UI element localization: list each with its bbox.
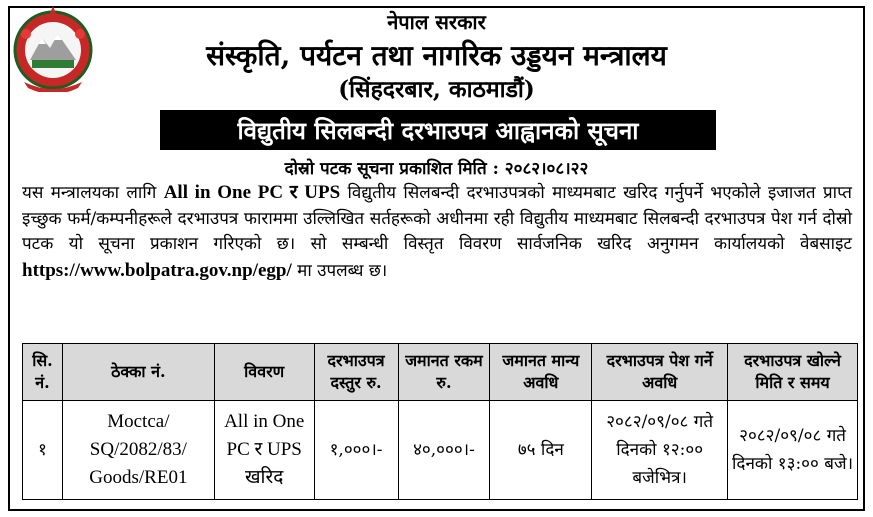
- col-submission: दरभाउपत्र पेश गर्ने अवधि: [592, 344, 728, 401]
- col-opening: दरभाउपत्र खोल्ने मिति र समय: [728, 344, 858, 401]
- government-name: नेपाल सरकार: [387, 10, 486, 34]
- notice-body: [22, 180, 852, 284]
- col-contract-no: ठेक्का नं.: [62, 344, 214, 401]
- website-link[interactable]: https://www.bolpatra.gov.np/egp/: [22, 259, 292, 281]
- body-text-1: यस मन्त्रालयका लागि: [22, 183, 164, 203]
- col-fee: दरभाउपत्र दस्तुर रु.: [314, 344, 398, 401]
- cell-contract-no: Moctca/ SQ/2082/83/ Goods/RE01: [62, 401, 214, 500]
- table-row: [23, 401, 858, 500]
- ministry-location: (सिंहदरबार, काठमाडौं): [338, 76, 535, 103]
- col-security-amount: जमानत रकम रु.: [398, 344, 490, 401]
- procurement-item: All in One PC र UPS: [163, 182, 341, 203]
- published-date: दोस्रो पटक सूचना प्रकाशित मिति : २०८२।०८।२२: [284, 159, 589, 179]
- body-text-3: मा उपलब्ध छ।: [291, 260, 388, 281]
- col-sn: सि. नं.: [23, 344, 63, 401]
- bid-table: [22, 343, 858, 500]
- ministry-name: संस्कृति, पर्यटन तथा नागरिक उड्डयन मन्त्रालय: [206, 39, 667, 72]
- table-header-row: [23, 344, 858, 401]
- cell-security-amount: ४०,०००।-: [398, 401, 490, 500]
- col-security-validity: जमानत मान्य अवधि: [490, 344, 592, 401]
- cell-opening: २०८२/०९/०८ गते दिनको १३:०० बजे।: [728, 401, 858, 500]
- body-text-2: विद्युतीय सिलबन्दी दरभाउपत्रको माध्यमबाट खरिद गर्नुपर्ने भएकोले इजाजत प्राप्त इच्छुक फर्म/कम्पनीहरूले दरभाउपत्र फाराममा उल्लिखित सर्तहरूको अधीनमा रही विद्युतीय माध्यमबाट सिलबन्दी दरभाउपत्र पेश गर्न दोस्रो पटक यो सूचना प्रकाशन गरिएको छ। सो सम्बन्धी विस्तृत विवरण सार्वजनिक खरिद अनुगमन कार्यालयको वेबसाइट: [22, 183, 852, 254]
- cell-fee: १,०००।-: [314, 401, 398, 500]
- cell-submission: २०८२/०९/०८ गते दिनको १२:०० बजेभित्र।: [592, 401, 728, 500]
- cell-sn: १: [23, 401, 63, 500]
- col-description: विवरण: [214, 344, 314, 401]
- cell-security-validity: ७५ दिन: [490, 401, 592, 500]
- notice-title-banner: विद्युतीय सिलबन्दी दरभाउपत्र आह्वानको सूचना: [160, 110, 716, 150]
- cell-description: All in One PC र UPS खरिद: [214, 401, 314, 500]
